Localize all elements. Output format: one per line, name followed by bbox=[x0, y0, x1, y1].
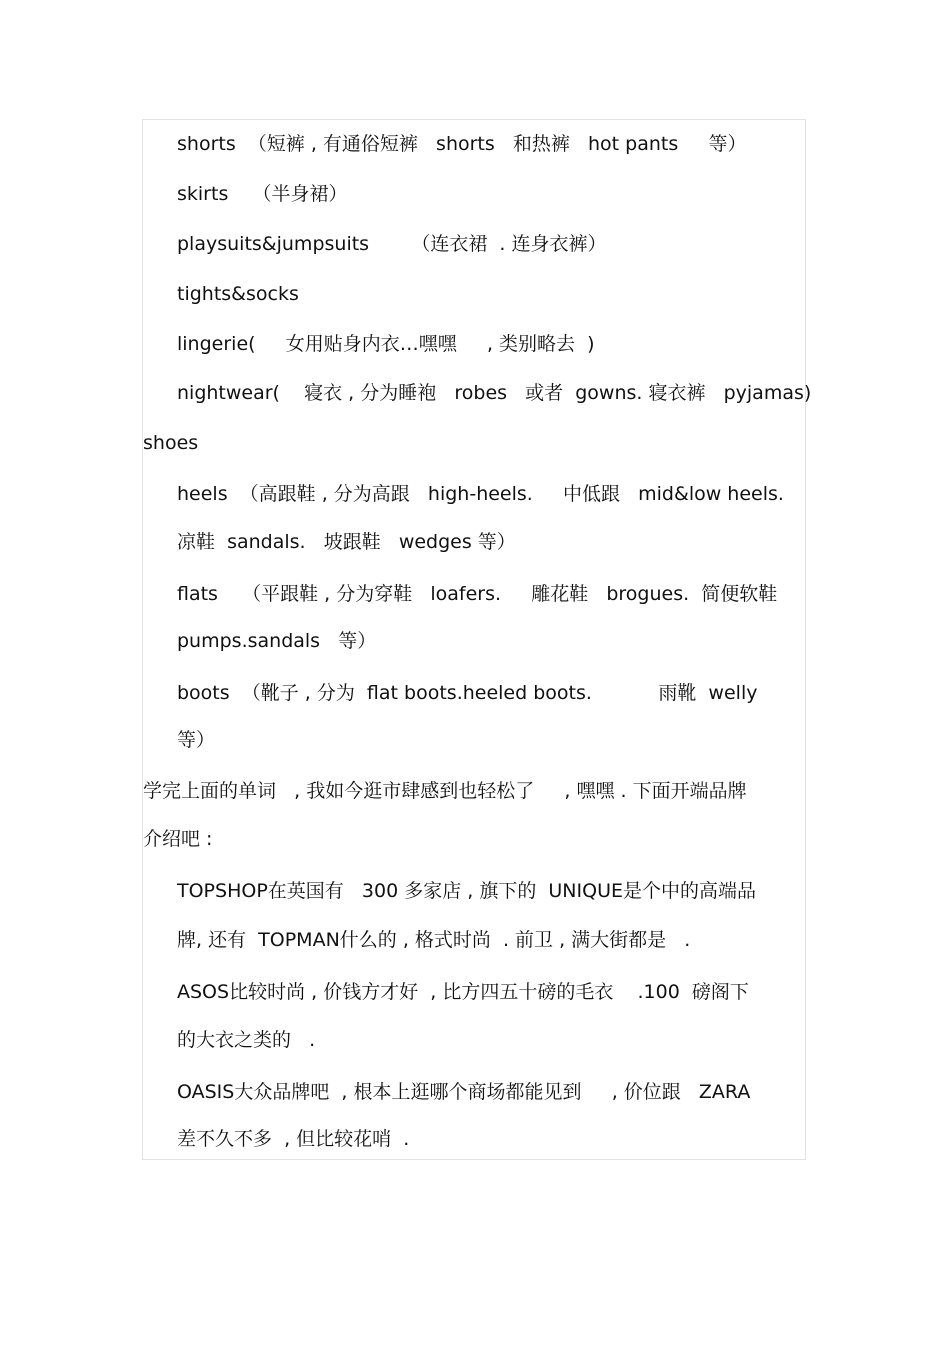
text-line-intro: 学完上面的单词 , 我如今逛市肆感到也轻松了 , 嘿嘿 . 下面开端品牌 bbox=[143, 780, 747, 802]
text-line-skirts: skirts （半身裙） bbox=[177, 183, 348, 205]
text-line-boots: boots （靴子 , 分为 flat boots.heeled boots. 雨靴 welly bbox=[177, 682, 758, 704]
text-line-boots-cont: 等） bbox=[177, 729, 216, 751]
text-line-topshop: TOPSHOP在英国有 300 多家店 , 旗下的 UNIQUE是个中的高端品 bbox=[177, 880, 756, 902]
text-line-flats-cont: pumps.sandals 等） bbox=[177, 630, 377, 652]
text-line-heels: heels （高跟鞋 , 分为高跟 high-heels. 中低跟 mid&low heels. bbox=[177, 483, 784, 505]
text-line-flats: flats （平跟鞋 , 分为穿鞋 loafers. 雕花鞋 brogues. 简便软鞋 bbox=[177, 583, 778, 605]
text-line-intro-cont: 介绍吧 : bbox=[143, 828, 213, 850]
text-line-oasis: OASIS大众品牌吧 , 根本上逛哪个商场都能见到 , 价位跟 ZARA bbox=[177, 1081, 751, 1103]
text-line-asos-cont: 的大衣之类的 . bbox=[177, 1029, 316, 1051]
text-line-topshop-cont: 牌, 还有 TOPMAN什么的 , 格式时尚 . 前卫 , 满大街都是 . bbox=[177, 929, 691, 951]
text-line-nightwear: nightwear( 寝衣 , 分为睡袍 robes 或者 gowns. 寝衣裤 pyjamas) bbox=[177, 382, 812, 404]
text-line-lingerie: lingerie( 女用贴身内衣…嘿嘿 , 类别略去 ) bbox=[177, 333, 595, 355]
section-heading-shoes: shoes bbox=[143, 432, 199, 454]
text-line-tights: tights&socks bbox=[177, 283, 299, 305]
text-line-asos: ASOS比较时尚 , 价钱方才好 , 比方四五十磅的毛衣 .100 磅阁下 bbox=[177, 981, 749, 1003]
text-line-heels-cont: 凉鞋 sandals. 坡跟鞋 wedges 等） bbox=[177, 531, 516, 553]
text-line-playsuits: playsuits&jumpsuits （连衣裙 . 连身衣裤） bbox=[177, 233, 607, 255]
text-line-shorts: shorts （短裤 , 有通俗短裤 shorts 和热裤 hot pants 等） bbox=[177, 133, 747, 155]
text-line-oasis-cont: 差不久不多 , 但比较花哨 . bbox=[177, 1128, 410, 1150]
